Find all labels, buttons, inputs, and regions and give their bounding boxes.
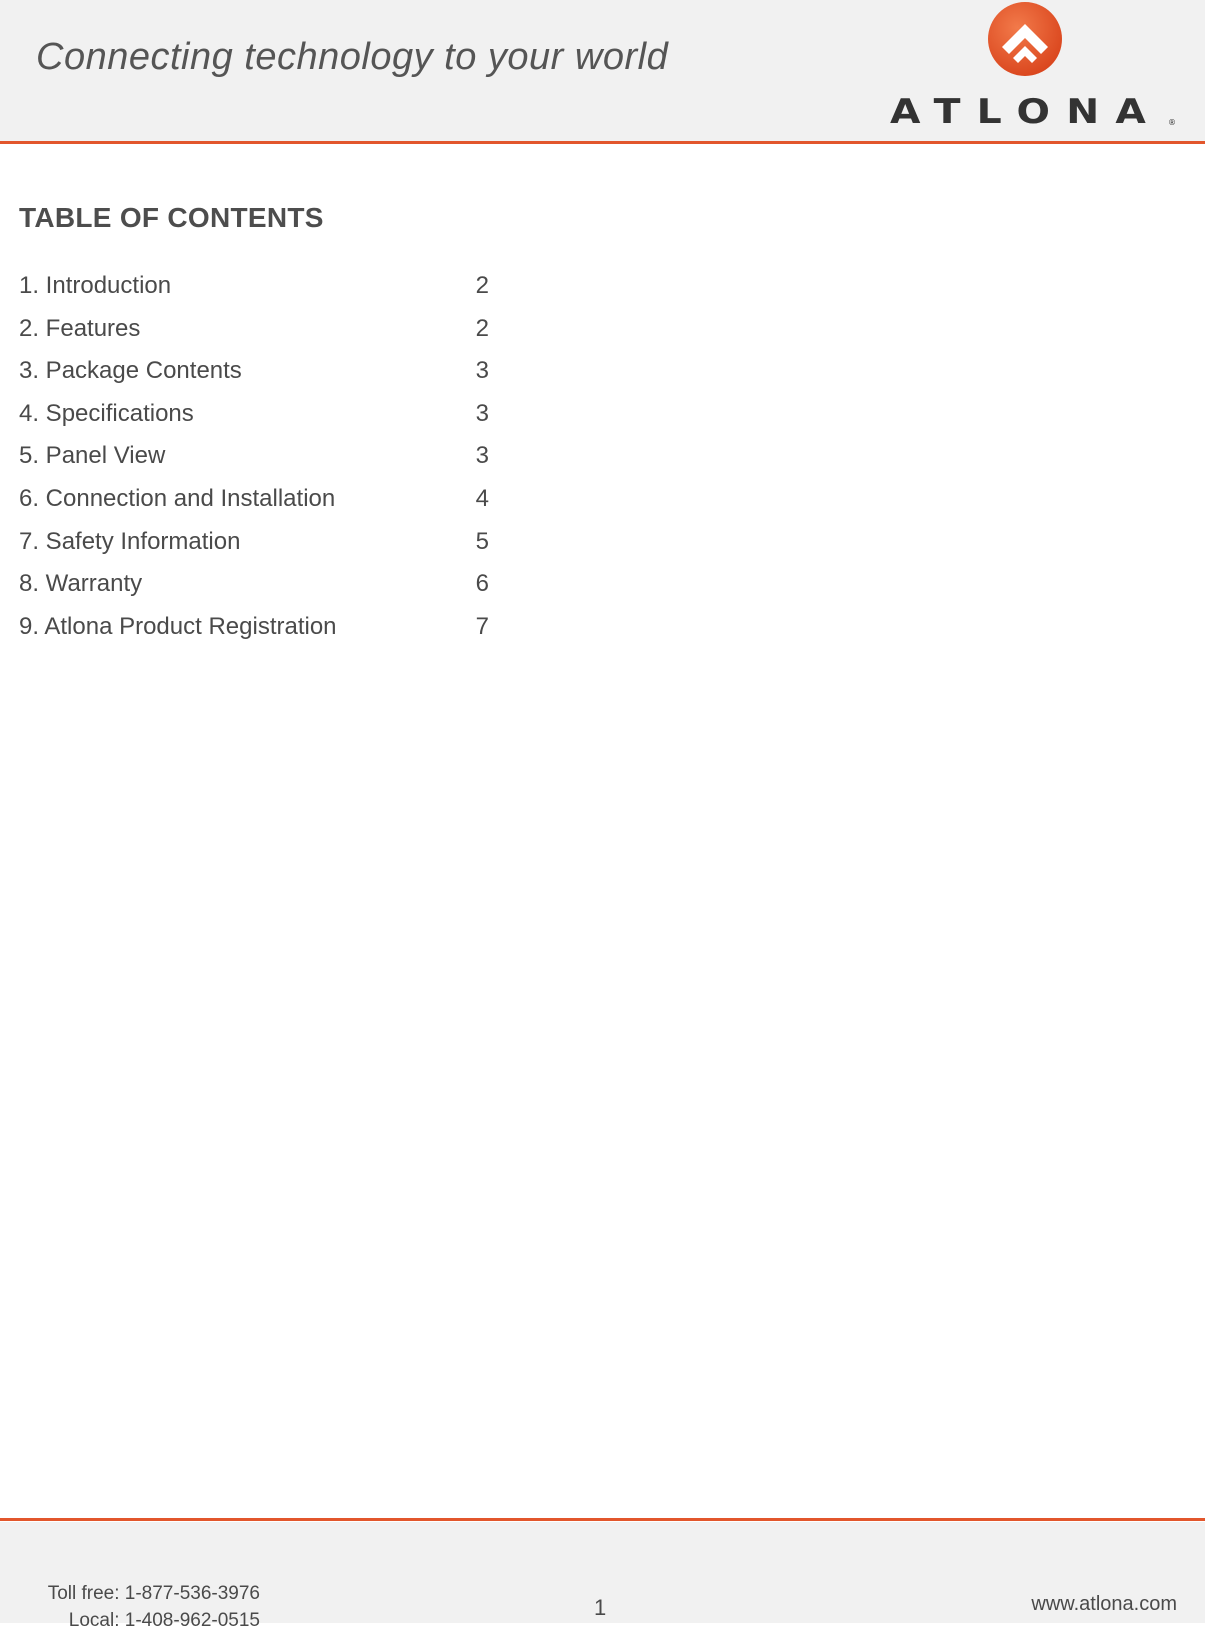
registered-mark: ® (1168, 118, 1176, 127)
header-rule (0, 141, 1205, 144)
website-link[interactable]: www.atlona.com (1031, 1593, 1177, 1615)
toc-entry[interactable] (19, 357, 489, 400)
toc-entry-label: 9. Atlona Product Registration (19, 612, 337, 640)
toc-entry[interactable] (19, 570, 489, 613)
toc-entry[interactable] (19, 400, 489, 443)
toc-title: TABLE OF CONTENTS (19, 202, 324, 233)
toc-entry[interactable] (19, 613, 489, 656)
toc-entry-label: 5. Panel View (19, 442, 166, 470)
atlona-logo (880, 0, 1180, 130)
atlona-wordmark (890, 95, 1180, 127)
toc-entry-page: 4 (475, 484, 489, 512)
toc-entry-label: 3. Package Contents (19, 357, 242, 385)
toll-free-number: Toll free: 1-877-536-3976 (47, 1583, 260, 1604)
brand-text: ATLONA (890, 95, 1162, 127)
toc-entry-label: 8. Warranty (19, 570, 143, 598)
atlona-logo-icon (985, 0, 1065, 78)
toc-entry-page: 2 (475, 314, 489, 342)
toc-entry[interactable] (19, 485, 489, 528)
toc-entry-page: 3 (475, 399, 489, 427)
toc-entry-page: 6 (475, 570, 489, 598)
toc-entry-page: 5 (475, 527, 489, 555)
toc-entry[interactable] (19, 315, 489, 358)
toc-entry-label: 7. Safety Information (19, 527, 241, 555)
page-number: 1 (594, 1595, 607, 1620)
toc-entry-label: 4. Specifications (19, 399, 194, 427)
toc-entry-page: 3 (475, 442, 489, 470)
toc-entry[interactable] (19, 528, 489, 571)
toc-list (19, 272, 489, 655)
page-header (0, 0, 1205, 141)
toc-entry-label: 6. Connection and Installation (19, 484, 336, 512)
toc-entry-page: 7 (475, 612, 489, 640)
toc-entry-label: 2. Features (19, 314, 141, 342)
toc-entry-page: 2 (475, 272, 489, 299)
contact-info (20, 1580, 260, 1634)
toc-entry[interactable] (19, 272, 489, 315)
toc-entry[interactable] (19, 442, 489, 485)
tagline: Connecting technology to your world (36, 36, 669, 78)
footer-rule (0, 1518, 1205, 1521)
toc-entry-label: 1. Introduction (19, 272, 172, 299)
local-number: Local: 1-408-962-0515 (68, 1610, 260, 1631)
toc-entry-page: 3 (475, 357, 489, 385)
